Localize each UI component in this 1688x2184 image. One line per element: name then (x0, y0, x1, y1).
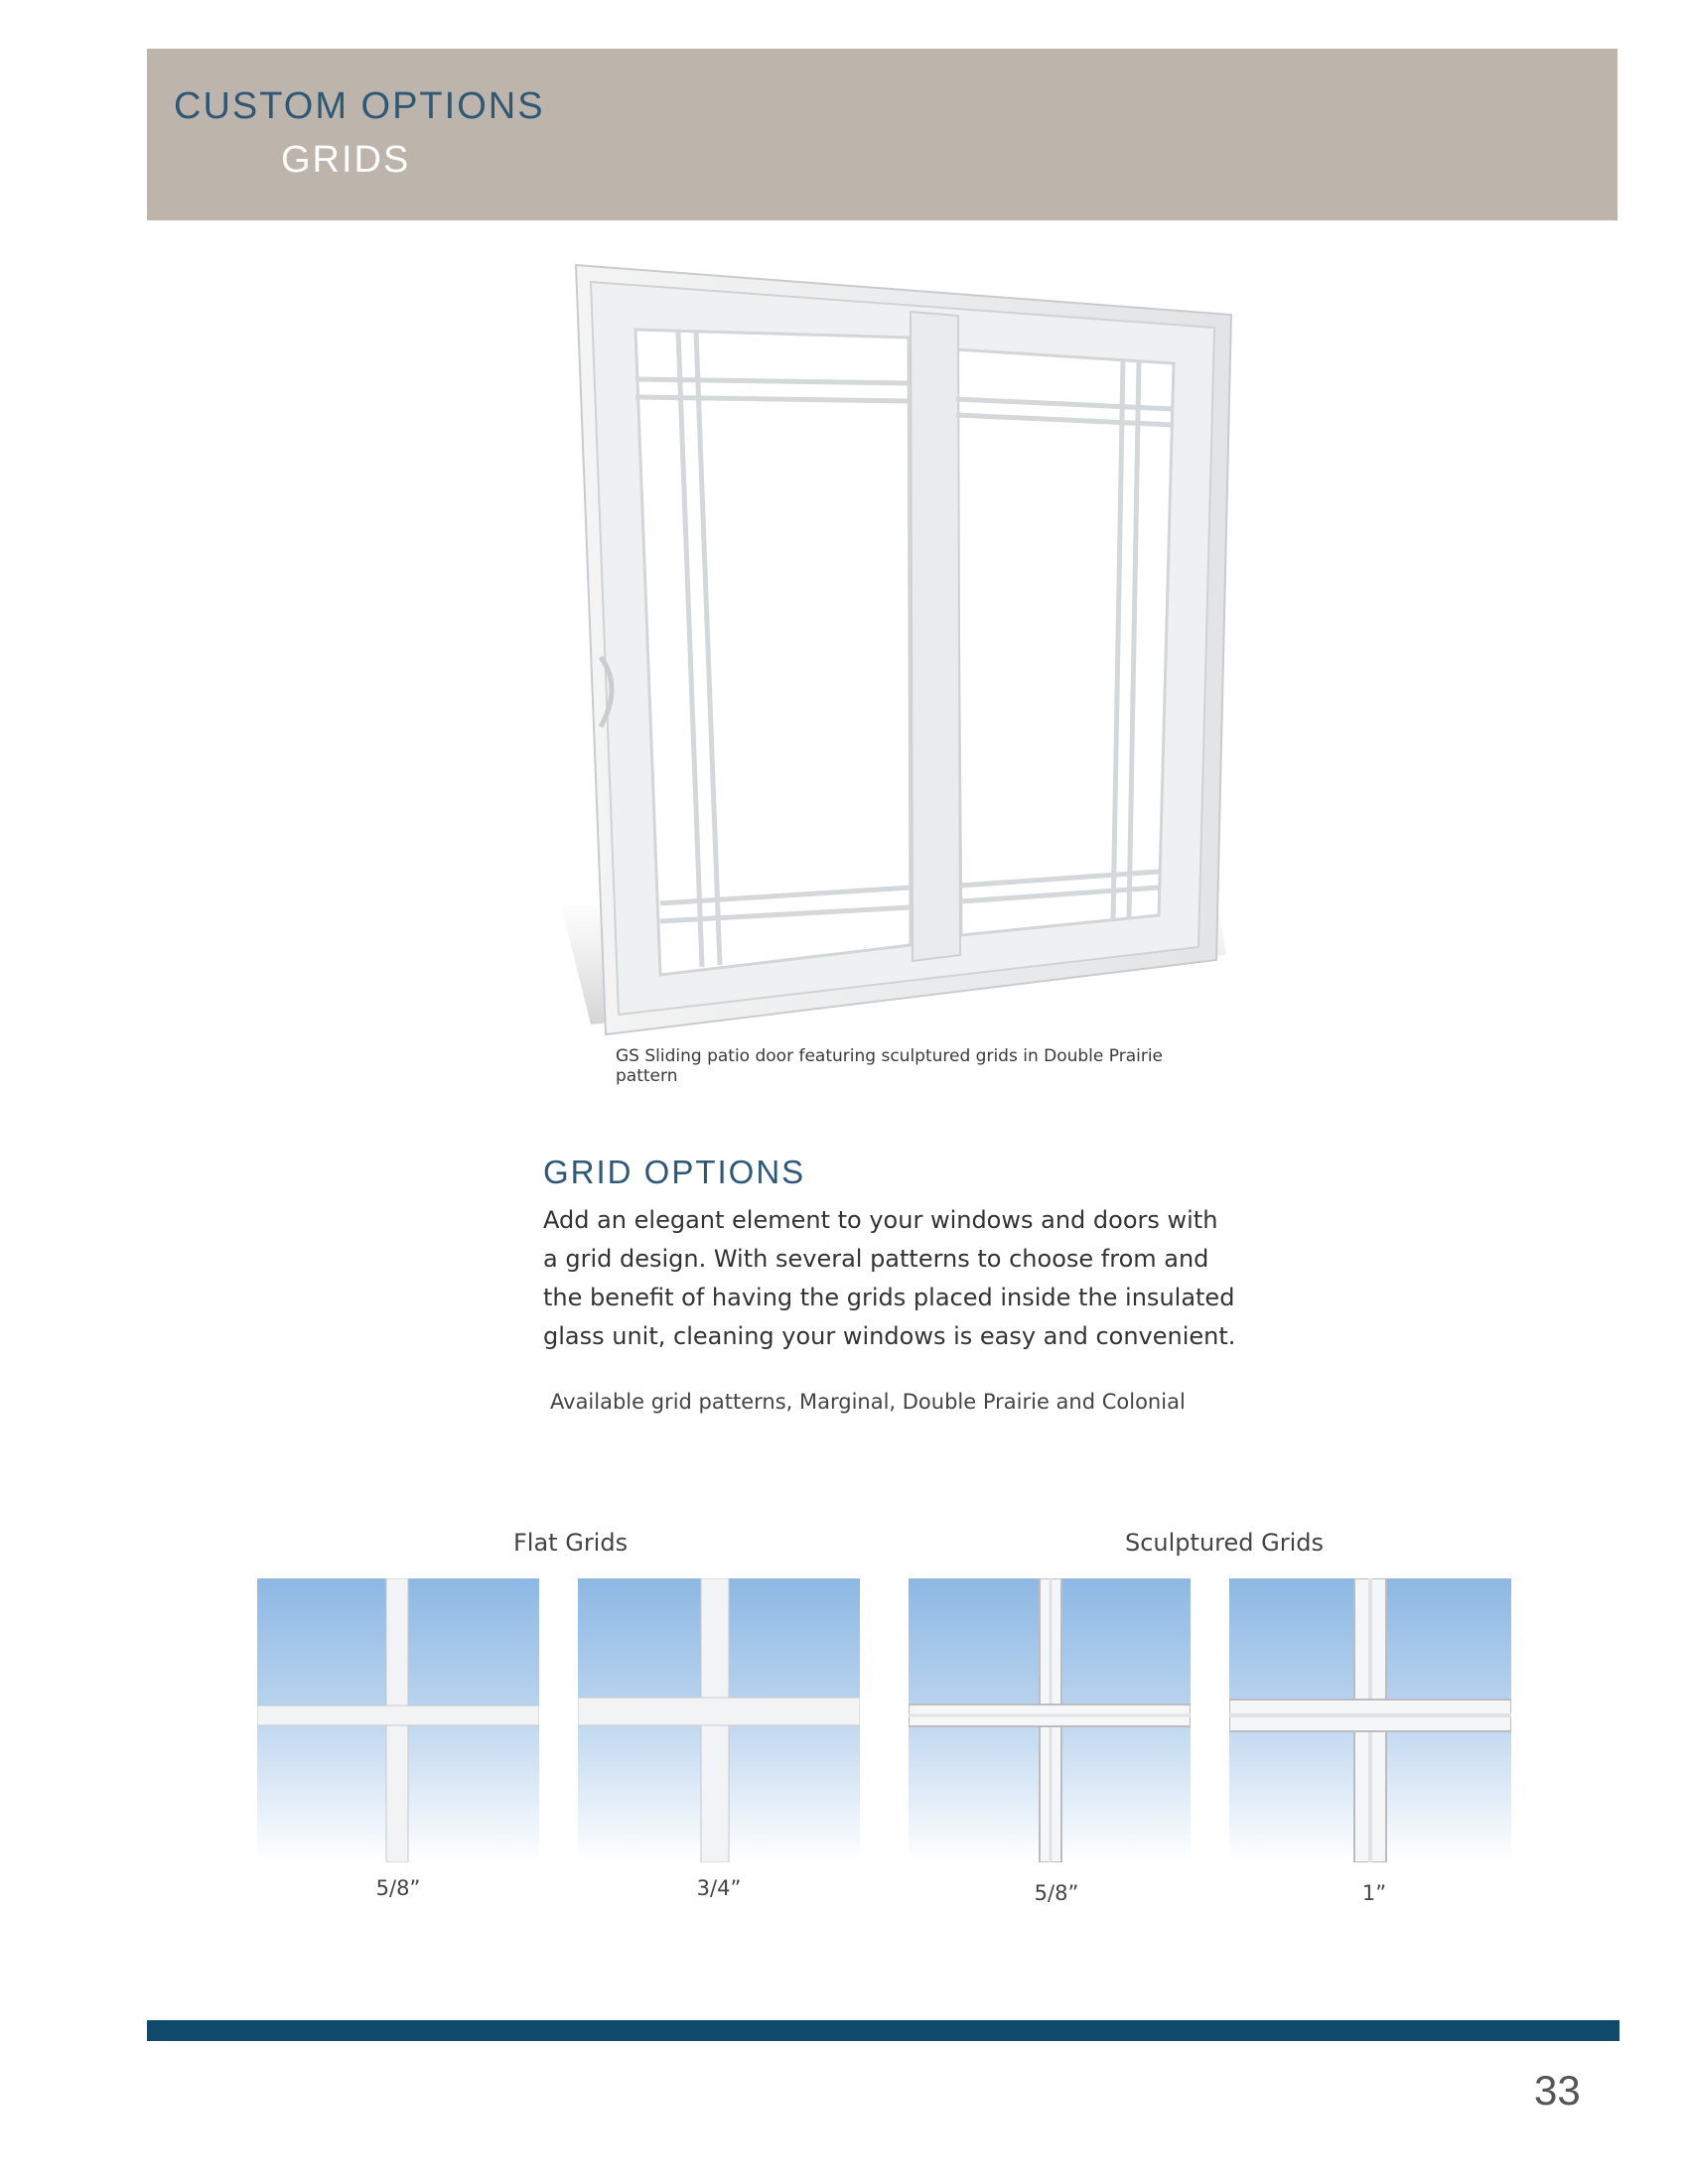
flat-grid-swatch (578, 1578, 860, 1862)
page-subtitle: GRIDS (281, 139, 411, 181)
flat-grid-swatch (257, 1578, 539, 1862)
image-caption: GS Sliding patio door featuring sculptured grids in Double Prairie pattern (616, 1046, 1164, 1086)
page-number: 33 (1534, 2067, 1581, 2114)
grid-options-body: Add an elegant element to your windows and doors with a grid design. With several patterns to choose from and the benefit of having the grids placed inside the insulated glass unit, cleaning your windows is easy and convenient. (543, 1206, 1236, 1350)
sculptured-grid-swatch (1229, 1578, 1511, 1862)
header-band (147, 49, 1618, 220)
footer-bar (147, 2020, 1619, 2041)
size-label: 1” (1361, 1881, 1387, 1905)
sculptured-grids-label: Sculptured Grids (1125, 1529, 1325, 1557)
size-label: 5/8” (375, 1876, 421, 1900)
size-label: 5/8” (1034, 1881, 1079, 1905)
flat-grids-label: Flat Grids (513, 1529, 629, 1557)
patterns-note: Available grid patterns, Marginal, Double Prairie and Colonial (550, 1390, 1186, 1414)
sculptured-grid-swatch (909, 1578, 1191, 1862)
sliding-patio-door-image (551, 260, 1236, 1044)
grid-options-heading: GRID OPTIONS (543, 1154, 806, 1190)
page-title: CUSTOM OPTIONS (174, 85, 545, 127)
size-label: 3/4” (696, 1876, 742, 1900)
